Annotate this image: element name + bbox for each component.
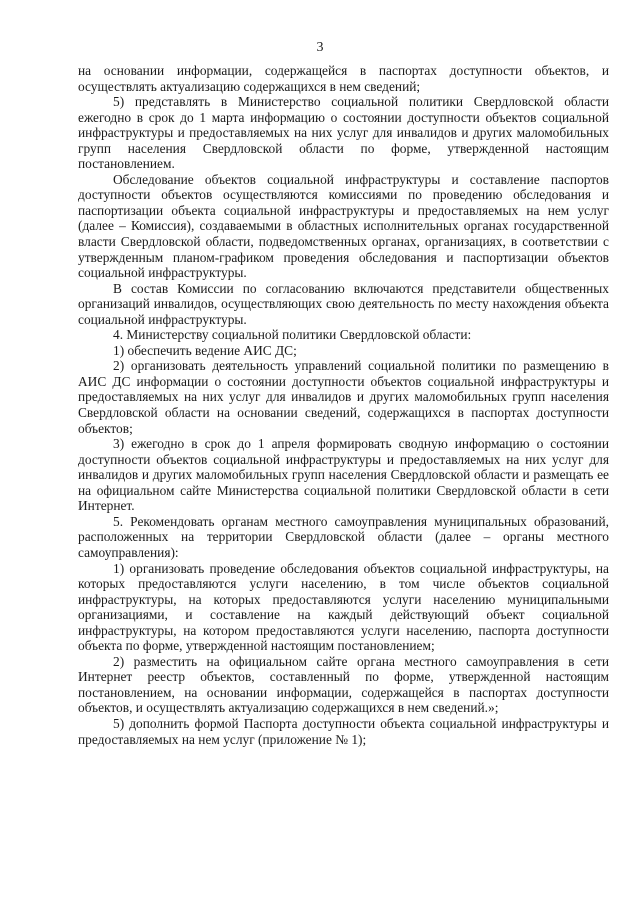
paragraph-section-4: 4. Министерству социальной политики Свердловской области: (113, 327, 472, 343)
paragraph-section-5: 5. Рекомендовать органам местного самоуправления муниципальных образований, расположенных на территории Свердловской области (далее – органы местного самоуправления): (78, 513, 609, 560)
paragraph-section-4-item-2: 2) организовать деятельность управлений социальной политики по размещению в АИС ДС информации о состоянии доступности объектов социальной инфраструктуры и предоставляемых на них услуг для инвалидов и других маломобильных групп населения Свердловской области на основании сведений, содержащихся в паспортах доступности объектов; (78, 358, 609, 436)
paragraph-section-5-item-2: 2) разместить на официальном сайте органа местного самоуправления в сети Интернет реестр объектов, составленный по форме, утвержденной настоящим постановлением, на основании информации, содержащейся в паспортах доступности объектов, и осуществлять актуализацию содержащихся в нем сведений.»; (78, 653, 609, 716)
paragraph-amendment-item-5: 5) дополнить формой Паспорта доступности объекта социальной инфраструктуры и предоставляемых на нем услуг (приложение № 1); (78, 715, 609, 747)
paragraph-section-4-item-1: 1) обеспечить ведение АИС ДС; (113, 342, 297, 358)
paragraph-commission-composition: В состав Комиссии по согласованию включаются представители общественных организаций инвалидов, осуществляющих свою деятельность по месту нахождения объекта социальной инфраструктуры. (78, 280, 609, 327)
document-body (78, 63, 609, 747)
paragraph-commission-survey: Обследование объектов социальной инфраструктуры и составление паспортов доступности объектов осуществляются комиссиями по проведению обследования и паспортизации объекта социальной инфраструктуры и предоставляемых на нем услуг (далее – Комиссия), создаваемыми в областных исполнительных органах государственной власти Свердловской области, подведомственных органах, организациях, в соответствии с утвержденным планом-графиком проведения обследования и паспортизации объектов социальной инфраструктуры. (78, 171, 609, 281)
paragraph-section-4-item-3: 3) ежегодно в срок до 1 апреля формировать сводную информацию о состоянии доступности объектов социальной инфраструктуры и предоставляемых на них услуг для инвалидов и других маломобильных групп населения Свердловской области и размещать ее на официальном сайте Министерства социальной политики Свердловской области в сети Интернет. (78, 436, 609, 514)
page-number: 3 (316, 40, 324, 55)
paragraph-section-5-item-1: 1) организовать проведение обследования объектов социальной инфраструктуры, на которых предоставляются услуги населению, в том числе объектов социальной инфраструктуры, на которых предоставляются услуги населению муниципальными организациями, и составление на каждый действующий объект социальной инфраструктуры, на котором предоставляются услуги населению, паспорта доступности объекта по форме, утвержденной настоящим постановлением; (78, 560, 609, 654)
paragraph-item-5-report: 5) представлять в Министерство социальной политики Свердловской области ежегодно в срок до 1 марта информацию о состоянии доступности объектов социальной инфраструктуры и предоставляемых на них услуг для инвалидов и других маломобильных групп населения Свердловской области по форме, утвержденной настоящим постановлением. (78, 94, 609, 172)
paragraph-continuation: на основании информации, содержащейся в паспортах доступности объектов, и осуществлять актуализацию содержащихся в нем сведений; (78, 63, 609, 94)
